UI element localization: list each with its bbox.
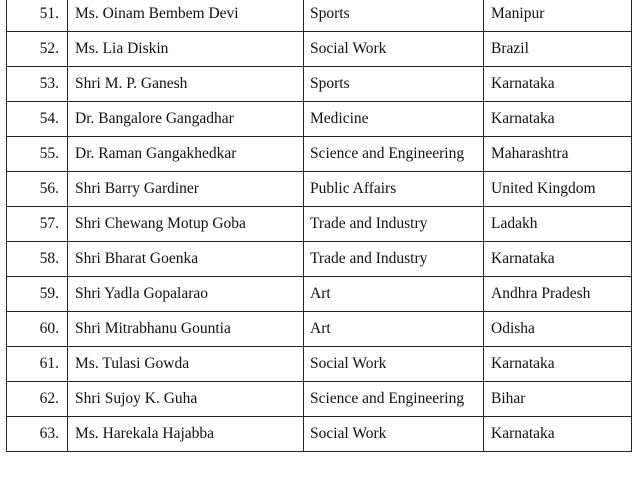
award-field: Science and Engineering [310, 390, 465, 407]
serial-number: 58. [39, 250, 59, 267]
awardee-name: Ms. Tulasi Gowda [75, 355, 190, 372]
serial-number-cell [7, 347, 68, 382]
state-country: United Kingdom [491, 180, 596, 197]
serial-number: 52. [39, 40, 59, 57]
serial-number-cell [7, 32, 68, 67]
serial-number: 63. [39, 425, 59, 442]
serial-number: 61. [39, 355, 59, 372]
table-row [7, 0, 632, 32]
name-cell [68, 172, 304, 207]
awardees-table-body [7, 0, 632, 452]
state-country: Ladakh [491, 215, 538, 232]
award-field: Public Affairs [310, 180, 397, 197]
award-field: Science and Engineering [310, 145, 465, 162]
serial-number: 59. [39, 285, 59, 302]
field-cell [304, 32, 484, 67]
serial-number-cell [7, 207, 68, 242]
state-country: Bihar [491, 390, 526, 407]
table-row [7, 242, 632, 277]
awardee-name: Shri Barry Gardiner [75, 180, 199, 197]
awardee-name: Shri Sujoy K. Guha [75, 390, 198, 407]
serial-number-cell [7, 382, 68, 417]
table-row [7, 172, 632, 207]
table-row [7, 102, 632, 137]
state-cell [484, 0, 632, 32]
serial-number: 51. [39, 5, 59, 22]
award-field: Sports [310, 5, 350, 22]
serial-number-cell [7, 137, 68, 172]
award-field: Art [310, 285, 331, 302]
table-row [7, 312, 632, 347]
state-country: Karnataka [491, 75, 555, 92]
name-cell [68, 242, 304, 277]
table-row [7, 207, 632, 242]
name-cell [68, 277, 304, 312]
serial-number-cell [7, 242, 68, 277]
serial-number-cell [7, 172, 68, 207]
field-cell [304, 312, 484, 347]
award-field: Art [310, 320, 331, 337]
awardee-name: Ms. Oinam Bembem Devi [75, 5, 239, 22]
state-cell [484, 382, 632, 417]
awardee-name: Shri M. P. Ganesh [75, 75, 188, 92]
table-row [7, 32, 632, 67]
state-country: Brazil [491, 40, 529, 57]
field-cell [304, 67, 484, 102]
award-field: Trade and Industry [310, 215, 428, 232]
state-cell [484, 137, 632, 172]
field-cell [304, 207, 484, 242]
field-cell [304, 137, 484, 172]
state-country: Andhra Pradesh [491, 285, 591, 302]
awardee-name: Dr. Bangalore Gangadhar [75, 110, 234, 127]
state-cell [484, 172, 632, 207]
state-cell [484, 32, 632, 67]
table-row [7, 347, 632, 382]
award-field: Social Work [310, 355, 387, 372]
name-cell [68, 67, 304, 102]
field-cell [304, 0, 484, 32]
name-cell [68, 32, 304, 67]
awardee-name: Shri Bharat Goenka [75, 250, 199, 267]
name-cell [68, 312, 304, 347]
name-cell [68, 207, 304, 242]
awardee-name: Shri Chewang Motup Goba [75, 215, 246, 232]
state-country: Karnataka [491, 425, 555, 442]
field-cell [304, 347, 484, 382]
award-field: Social Work [310, 425, 387, 442]
table-row [7, 382, 632, 417]
award-field: Medicine [310, 110, 369, 127]
award-field: Trade and Industry [310, 250, 428, 267]
state-cell [484, 347, 632, 382]
field-cell [304, 102, 484, 137]
field-cell [304, 382, 484, 417]
awardee-name: Dr. Raman Gangakhedkar [75, 145, 237, 162]
state-cell [484, 277, 632, 312]
name-cell [68, 347, 304, 382]
serial-number: 55. [39, 145, 59, 162]
state-country: Maharashtra [491, 145, 569, 162]
awardees-table [6, 0, 632, 452]
state-country: Karnataka [491, 355, 555, 372]
awardee-name: Ms. Harekala Hajabba [75, 425, 215, 442]
table-row [7, 67, 632, 102]
table-row [7, 137, 632, 172]
awardee-name: Ms. Lia Diskin [75, 40, 169, 57]
serial-number-cell [7, 417, 68, 452]
name-cell [68, 102, 304, 137]
field-cell [304, 172, 484, 207]
serial-number: 57. [39, 215, 59, 232]
state-country: Odisha [491, 320, 535, 337]
table-row [7, 417, 632, 452]
state-cell [484, 102, 632, 137]
name-cell [68, 382, 304, 417]
state-cell [484, 242, 632, 277]
serial-number-cell [7, 312, 68, 347]
serial-number-cell [7, 277, 68, 312]
field-cell [304, 417, 484, 452]
state-country: Karnataka [491, 250, 555, 267]
state-country: Manipur [491, 5, 545, 22]
serial-number: 54. [39, 110, 59, 127]
award-field: Sports [310, 75, 350, 92]
serial-number-cell [7, 67, 68, 102]
name-cell [68, 417, 304, 452]
award-field: Social Work [310, 40, 387, 57]
serial-number: 56. [39, 180, 59, 197]
serial-number-cell [7, 0, 68, 32]
awardee-name: Shri Yadla Gopalarao [75, 285, 209, 302]
state-cell [484, 312, 632, 347]
state-cell [484, 67, 632, 102]
table-row [7, 277, 632, 312]
state-cell [484, 417, 632, 452]
serial-number: 60. [39, 320, 59, 337]
state-cell [484, 207, 632, 242]
field-cell [304, 242, 484, 277]
awardee-name: Shri Mitrabhanu Gountia [75, 320, 231, 337]
name-cell [68, 137, 304, 172]
serial-number: 53. [39, 75, 59, 92]
state-country: Karnataka [491, 110, 555, 127]
serial-number-cell [7, 102, 68, 137]
name-cell [68, 0, 304, 32]
field-cell [304, 277, 484, 312]
serial-number: 62. [39, 390, 59, 407]
